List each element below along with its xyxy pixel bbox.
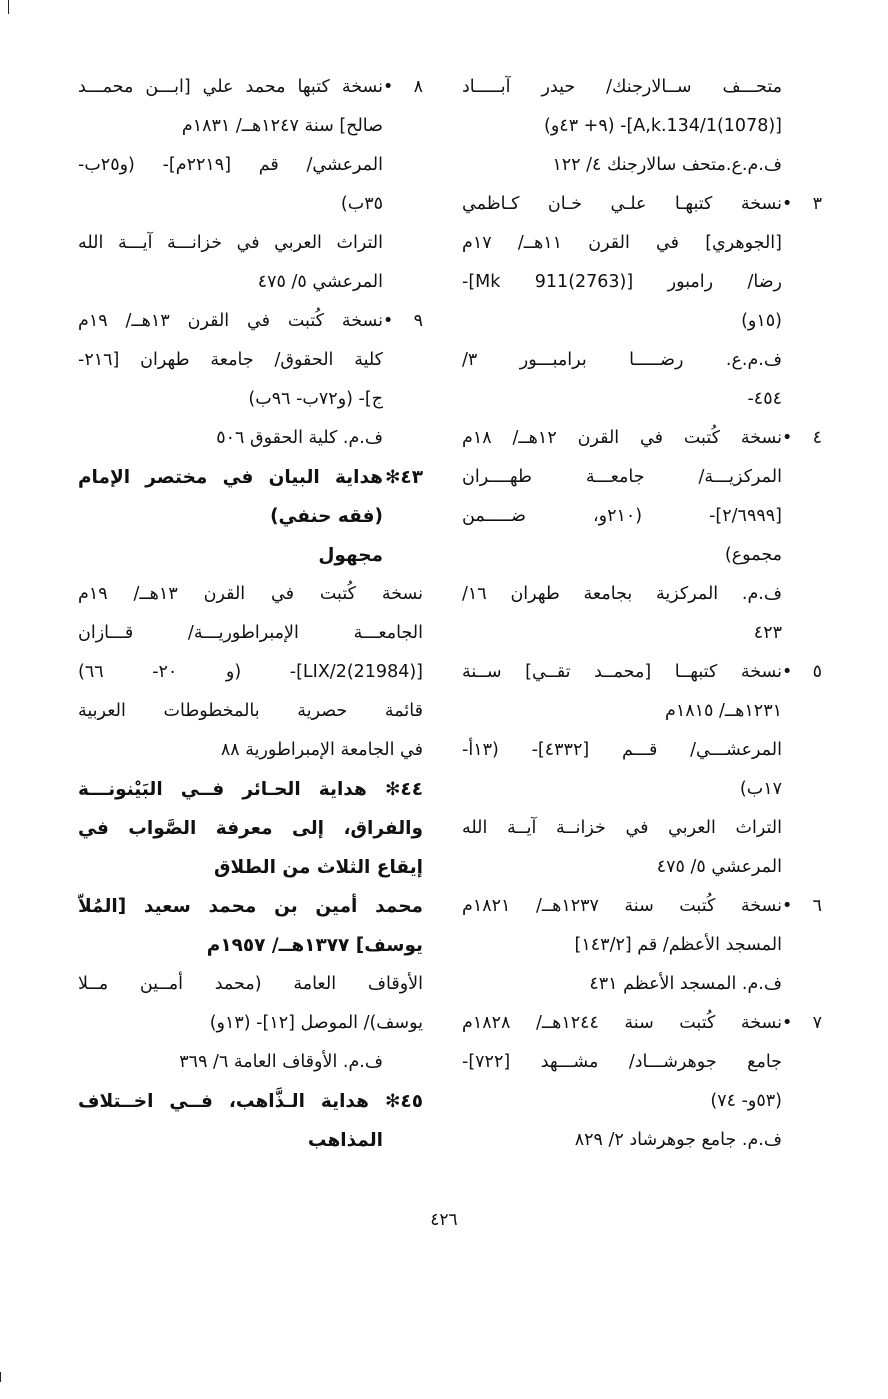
text-line (78, 926, 423, 965)
entry-number: ٩ • (383, 311, 423, 331)
line-text: نسخة كُتبت في القرن ١٣هــ/ ١٩م (78, 311, 383, 331)
text-line (78, 965, 423, 1004)
line-text: نسخة كتبها محمد علي [ابـــن محمـــد (78, 77, 383, 97)
line-text: نسخة كُتبت في القرن ١٣هــ/ ١٩م (78, 584, 423, 604)
line-text: إيقاع الثلاث من الطلاق (214, 857, 423, 878)
text-line (462, 263, 822, 302)
line-text: هداية البيان في مختصر الإمام (78, 467, 383, 488)
text-line (78, 497, 423, 536)
text-line (462, 185, 822, 224)
line-text: والفراق، إلى معرفة الصَّواب في (78, 818, 423, 839)
line-text: [LIX/2(21984)]- (و ٢٠- ٦٦) (78, 662, 423, 682)
entry-number: ٤ • (782, 428, 822, 448)
left-column (78, 68, 423, 1160)
text-line (78, 68, 423, 107)
line-text: ف.م. جامع جوهرشاد ٢/ ٨٢٩ (574, 1130, 782, 1150)
line-text: نسخة كتبهـا علـي خـان كـاظمي (462, 194, 782, 214)
line-text: ٤٥٤- (747, 389, 782, 409)
text-line (462, 926, 822, 965)
text-line (78, 146, 423, 185)
text-line (462, 1121, 822, 1160)
line-text: يوسف] ١٣٧٧هــ/ ١٩٥٧م (206, 935, 423, 956)
text-line (462, 146, 822, 185)
text-line (462, 1004, 822, 1043)
text-line (78, 614, 423, 653)
line-text: [الجوهري] في القرن ١١هــ/ ١٧م (462, 233, 782, 253)
text-line (78, 887, 423, 926)
entry-number: ٦ • (781, 896, 822, 916)
text-line (78, 185, 423, 224)
line-text: (٥٣و- ٧٤) (710, 1091, 782, 1111)
text-line (462, 653, 822, 692)
line-text: محمد أمين بن محمد سعيد [المُلاّ (78, 896, 423, 917)
right-column (462, 68, 822, 1160)
line-text: الجامعـــة الإمبراطوريـــة/ قـــازان (78, 623, 423, 643)
text-line (78, 1004, 423, 1043)
text-line (78, 731, 423, 770)
line-text: المسجد الأعظم/ قم [١٤٣/٢] (574, 935, 782, 955)
text-line (462, 497, 822, 536)
text-line (78, 419, 423, 458)
text-line (78, 1082, 423, 1121)
text-line (462, 302, 822, 341)
text-line (462, 731, 822, 770)
text-line (462, 575, 822, 614)
text-line (78, 575, 423, 614)
text-line (462, 809, 822, 848)
text-line (78, 302, 423, 341)
line-text: التراث العربي في خزانــة آيــة الله (462, 818, 782, 838)
line-text: نسخة كُتبت سنة ١٢٣٧هــ/ ١٨٢١م (462, 896, 782, 916)
line-text: نسخة كتبهــا [محمــد تقــي] ســنة (462, 662, 782, 682)
line-text: ف.م.ع.متحف سالارجنك ٤/ ١٢٢ (552, 155, 782, 175)
line-text: ف.م. المركزية بجامعة طهران ١٦/ (462, 584, 782, 604)
text-line (462, 614, 822, 653)
line-text: ٤٤✻ هداية الحـائر فــي البَيْنونـــة (78, 779, 423, 800)
line-text: ١٢٣١هــ/ ١٨١٥م (664, 701, 782, 721)
line-text: [(1078)A,k.134/1]- (٩+ ٤٣و) (544, 116, 782, 136)
line-text: الأوقاف العامة (محمد أمــين مــلا (78, 974, 423, 994)
entry-number: ٧ • (781, 1013, 822, 1033)
line-text: كلية الحقوق/ جامعة طهران [٢١٦- (78, 350, 383, 370)
text-line (462, 68, 822, 107)
text-line (78, 458, 423, 497)
line-text: المرعشي/ قم [٢٢١٩م]- (و٢٥ب- (78, 155, 383, 175)
text-line (78, 536, 423, 575)
text-line (462, 848, 822, 887)
text-line (78, 1121, 423, 1160)
line-text: ١٧ب) (739, 779, 782, 799)
text-line (462, 1082, 822, 1121)
line-text: صالح] سنة ١٢٤٧هــ/ ١٨٣١م (181, 116, 383, 136)
text-line (78, 341, 423, 380)
text-line (462, 536, 822, 575)
line-text: متحـــف ســالارجنك/ حيدر آبـــــاد (462, 77, 782, 97)
text-line (462, 692, 822, 731)
scan-mark-top (8, 0, 9, 14)
line-text: ف.م. الأوقاف العامة ٦/ ٣٦٩ (179, 1052, 383, 1072)
text-line (462, 965, 822, 1004)
text-line (78, 380, 423, 419)
line-text: يوسف)/ الموصل [١٢]- (١٣و) (209, 1013, 423, 1033)
line-text: ج]- (و٧٢ب- ٩٦ب) (248, 389, 383, 409)
entry-number: ٤٣✻ (384, 467, 423, 488)
entry-number: ٥ • (782, 662, 822, 682)
text-line (78, 107, 423, 146)
text-line (462, 380, 822, 419)
line-text: مجموع) (724, 545, 782, 565)
text-line (462, 107, 822, 146)
line-text: نسخة كُتبت سنة ١٢٤٤هــ/ ١٨٢٨م (462, 1013, 782, 1033)
text-line (78, 224, 423, 263)
entry-number: ٣ • (782, 194, 822, 214)
text-line (78, 263, 423, 302)
text-line (462, 770, 822, 809)
text-line (462, 458, 822, 497)
line-text: رضا/ رامبور [Mk 911(2763)]- (462, 272, 783, 292)
line-text: المركزيـــة/ جامعـــة طهــــران (462, 467, 782, 487)
line-text: (فقه حنفي) (270, 506, 383, 527)
line-text: مجهول (318, 545, 383, 566)
text-line (78, 653, 423, 692)
line-text: ٤٥✻ هداية الـذَّاهب، فــي اخــتلاف (78, 1091, 423, 1112)
line-text: المرعشي ٥/ ٤٧٥ (656, 857, 782, 877)
line-text: المرعشـــي/ قـــم [٤٣٣٢]- (١٣أ- (462, 740, 782, 760)
line-text: ف.م. المسجد الأعظم ٤٣١ (589, 974, 782, 994)
line-text: [٢/٦٩٩٩]- (٢١٠و، ضـــــمن (462, 506, 782, 526)
line-text: ف.م.ع. رضـــــا برامبـــور ٣/ (462, 350, 782, 370)
text-line (78, 770, 423, 809)
line-text: (١٥و) (741, 311, 782, 331)
line-text: نسخة كُتبت في القرن ١٢هــ/ ١٨م (462, 428, 782, 448)
line-text: المذاهب (307, 1130, 383, 1151)
entry-number: ٨ • (383, 77, 423, 97)
line-text: جامع جوهرشـــاد/ مشـــهد [٧٢٢]- (462, 1052, 782, 1072)
line-text: المرعشي ٥/ ٤٧٥ (257, 272, 383, 292)
text-line (462, 224, 822, 263)
text-line (462, 1043, 822, 1082)
text-line (78, 809, 423, 848)
text-line (78, 848, 423, 887)
text-line (462, 887, 822, 926)
line-text: في الجامعة الإمبراطورية ٨٨ (220, 740, 423, 760)
scan-mark-bottom (0, 1372, 1, 1382)
text-line (462, 419, 822, 458)
line-text: ٤٢٣ (753, 623, 782, 643)
text-line (462, 341, 822, 380)
line-text: ف.م. كلية الحقوق ٥٠٦ (216, 428, 383, 448)
text-line (78, 692, 423, 731)
text-line (78, 1043, 423, 1082)
line-text: قائمة حصرية بالمخطوطات العربية (78, 701, 423, 721)
page-number: ٤٢٦ (430, 1210, 458, 1230)
line-text: التراث العربي في خزانـــة آيـــة الله (78, 233, 383, 253)
line-text: ٣٥ب) (340, 194, 383, 214)
